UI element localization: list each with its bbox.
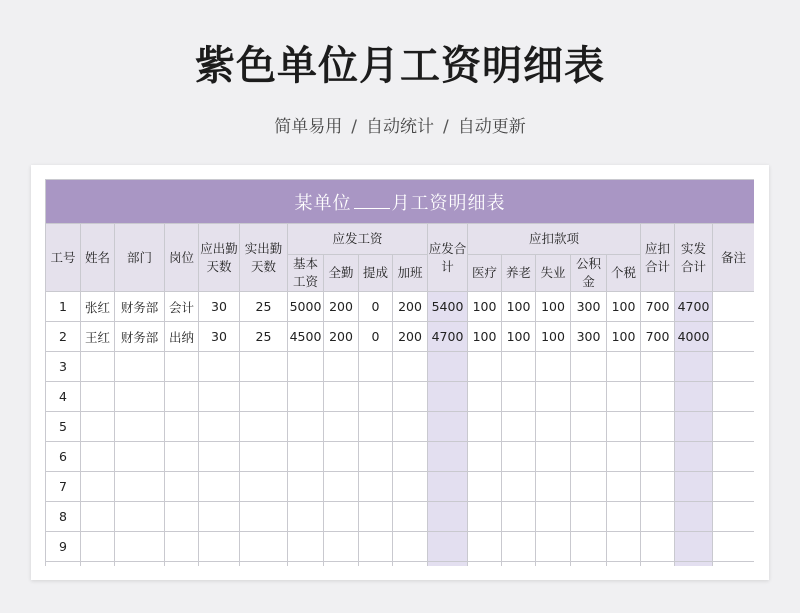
cell-pension[interactable]: 100: [502, 292, 536, 322]
cell-name[interactable]: 张红: [81, 292, 115, 322]
cell-base[interactable]: [288, 502, 324, 532]
cell-net-total[interactable]: [675, 532, 713, 562]
cell-base[interactable]: [288, 412, 324, 442]
cell-net-total[interactable]: [675, 382, 713, 412]
cell-position[interactable]: [165, 382, 199, 412]
cell-position[interactable]: [165, 442, 199, 472]
cell-commission[interactable]: [359, 502, 393, 532]
header-base: 基本工资: [288, 255, 324, 292]
cell-base[interactable]: [288, 352, 324, 382]
cell-remark[interactable]: [713, 352, 755, 382]
cell-net-total[interactable]: [675, 472, 713, 502]
cell-commission[interactable]: [359, 382, 393, 412]
table-row: [46, 412, 755, 442]
cell-income-tax[interactable]: [607, 412, 641, 442]
cell-actual-days[interactable]: [240, 412, 288, 442]
cell-base[interactable]: 4500: [288, 322, 324, 352]
cell-deduct-total[interactable]: [641, 562, 675, 566]
cell-id[interactable]: 1: [46, 292, 81, 322]
table-row: [46, 472, 755, 502]
cell-medical[interactable]: 100: [468, 322, 502, 352]
cell-commission[interactable]: 0: [359, 292, 393, 322]
header-gross-total: 应发合计: [428, 224, 468, 292]
cell-unemployment[interactable]: [536, 532, 571, 562]
cell-income-tax[interactable]: [607, 532, 641, 562]
cell-medical[interactable]: [468, 352, 502, 382]
cell-gross-total[interactable]: [428, 472, 468, 502]
cell-income-tax[interactable]: [607, 562, 641, 566]
cell-pension[interactable]: [502, 382, 536, 412]
cell-commission[interactable]: [359, 352, 393, 382]
cell-deduct-total[interactable]: [641, 412, 675, 442]
cell-unemployment[interactable]: [536, 562, 571, 566]
cell-commission[interactable]: [359, 562, 393, 566]
subtitle-item-auto-update: 自动更新: [457, 117, 526, 137]
header-overtime: 加班: [393, 255, 428, 292]
cell-unemployment[interactable]: [536, 502, 571, 532]
cell-unemployment[interactable]: 100: [536, 292, 571, 322]
header-position: 岗位: [165, 224, 199, 292]
cell-deduct-total[interactable]: [641, 382, 675, 412]
cell-pension[interactable]: [502, 532, 536, 562]
cell-remark[interactable]: [713, 502, 755, 532]
cell-full-attendance[interactable]: [324, 352, 359, 382]
cell-pension[interactable]: [502, 442, 536, 472]
header-income-tax: 个税: [607, 255, 641, 292]
cell-due-days[interactable]: [199, 352, 240, 382]
cell-deduct-total[interactable]: [641, 502, 675, 532]
cell-remark[interactable]: [713, 382, 755, 412]
cell-overtime[interactable]: [393, 442, 428, 472]
cell-actual-days[interactable]: [240, 442, 288, 472]
table-row: [46, 382, 755, 412]
cell-overtime[interactable]: [393, 352, 428, 382]
cell-gross-total[interactable]: [428, 412, 468, 442]
cell-due-days[interactable]: [199, 502, 240, 532]
table-row: [46, 442, 755, 472]
cell-dept[interactable]: [115, 562, 165, 566]
cell-actual-days[interactable]: [240, 352, 288, 382]
cell-name[interactable]: [81, 562, 115, 566]
cell-actual-days[interactable]: [240, 532, 288, 562]
header-pension: 养老: [502, 255, 536, 292]
cell-deduct-total[interactable]: 700: [641, 292, 675, 322]
cell-id[interactable]: 9: [46, 532, 81, 562]
subtitle-item-easy: 简单易用: [274, 117, 343, 137]
cell-remark[interactable]: [713, 322, 755, 352]
cell-gross-total[interactable]: [428, 532, 468, 562]
cell-unemployment[interactable]: 100: [536, 322, 571, 352]
cell-housing-fund[interactable]: [571, 412, 607, 442]
table-body: [46, 292, 755, 566]
cell-id[interactable]: [46, 562, 81, 566]
cell-medical[interactable]: [468, 562, 502, 566]
cell-pension[interactable]: [502, 562, 536, 566]
cell-overtime[interactable]: [393, 532, 428, 562]
cell-deduct-total[interactable]: [641, 532, 675, 562]
cell-position[interactable]: 会计: [165, 292, 199, 322]
cell-full-attendance[interactable]: 200: [324, 322, 359, 352]
cell-pension[interactable]: 100: [502, 322, 536, 352]
cell-gross-total[interactable]: [428, 502, 468, 532]
cell-position[interactable]: [165, 562, 199, 566]
cell-overtime[interactable]: [393, 502, 428, 532]
cell-due-days[interactable]: 30: [199, 322, 240, 352]
cell-net-total[interactable]: 4000: [675, 322, 713, 352]
cell-actual-days[interactable]: [240, 562, 288, 566]
spreadsheet-card: [31, 165, 769, 580]
header-commission: 提成: [359, 255, 393, 292]
cell-position[interactable]: [165, 352, 199, 382]
cell-name[interactable]: 王红: [81, 322, 115, 352]
cell-income-tax[interactable]: 100: [607, 322, 641, 352]
header-remark: 备注: [713, 224, 755, 292]
cell-remark[interactable]: [713, 442, 755, 472]
cell-dept[interactable]: [115, 502, 165, 532]
cell-position[interactable]: [165, 412, 199, 442]
cell-medical[interactable]: [468, 442, 502, 472]
cell-base[interactable]: [288, 472, 324, 502]
table-row: [46, 502, 755, 532]
subtitle-separator: /: [351, 117, 357, 137]
cell-name[interactable]: [81, 532, 115, 562]
cell-actual-days[interactable]: [240, 382, 288, 412]
cell-medical[interactable]: [468, 412, 502, 442]
cell-housing-fund[interactable]: 300: [571, 322, 607, 352]
cell-position[interactable]: [165, 532, 199, 562]
cell-medical[interactable]: 100: [468, 292, 502, 322]
header-due-days: 应出勤天数: [199, 224, 240, 292]
table-row: [46, 292, 755, 322]
cell-name[interactable]: [81, 382, 115, 412]
cell-full-attendance[interactable]: [324, 382, 359, 412]
cell-base[interactable]: [288, 532, 324, 562]
cell-name[interactable]: [81, 502, 115, 532]
cell-dept[interactable]: [115, 412, 165, 442]
cell-due-days[interactable]: [199, 472, 240, 502]
cell-dept[interactable]: 财务部: [115, 292, 165, 322]
cell-housing-fund[interactable]: [571, 532, 607, 562]
cell-name[interactable]: [81, 352, 115, 382]
cell-pension[interactable]: [502, 412, 536, 442]
cell-gross-total[interactable]: 5400: [428, 292, 468, 322]
cell-net-total[interactable]: [675, 412, 713, 442]
cell-id[interactable]: 7: [46, 472, 81, 502]
cell-medical[interactable]: [468, 472, 502, 502]
cell-deduct-total[interactable]: [641, 352, 675, 382]
cell-remark[interactable]: [713, 532, 755, 562]
cell-actual-days[interactable]: [240, 472, 288, 502]
cell-id[interactable]: 6: [46, 442, 81, 472]
header-name: 姓名: [81, 224, 115, 292]
cell-deduct-total[interactable]: [641, 472, 675, 502]
cell-full-attendance[interactable]: [324, 412, 359, 442]
cell-id[interactable]: 5: [46, 412, 81, 442]
subtitle-separator: /: [443, 117, 449, 137]
cell-pension[interactable]: [502, 502, 536, 532]
header-full-attendance: 全勤: [324, 255, 359, 292]
cell-name[interactable]: [81, 472, 115, 502]
cell-unemployment[interactable]: [536, 382, 571, 412]
cell-housing-fund[interactable]: [571, 442, 607, 472]
header-dept: 部门: [115, 224, 165, 292]
table-row: [46, 532, 755, 562]
cell-commission[interactable]: [359, 442, 393, 472]
cell-dept[interactable]: [115, 352, 165, 382]
cell-gross-total[interactable]: 4700: [428, 322, 468, 352]
cell-remark[interactable]: [713, 292, 755, 322]
cell-due-days[interactable]: [199, 532, 240, 562]
cell-overtime[interactable]: [393, 562, 428, 566]
table-row: [46, 352, 755, 382]
cell-due-days[interactable]: [199, 412, 240, 442]
cell-net-total[interactable]: 4700: [675, 292, 713, 322]
table-row: [46, 562, 755, 566]
cell-medical[interactable]: [468, 532, 502, 562]
cell-housing-fund[interactable]: [571, 352, 607, 382]
cell-overtime[interactable]: 200: [393, 292, 428, 322]
cell-medical[interactable]: [468, 502, 502, 532]
cell-deduct-total[interactable]: 700: [641, 322, 675, 352]
cell-gross-total[interactable]: [428, 562, 468, 566]
cell-base[interactable]: 5000: [288, 292, 324, 322]
cell-net-total[interactable]: [675, 562, 713, 566]
cell-id[interactable]: 2: [46, 322, 81, 352]
cell-housing-fund[interactable]: [571, 382, 607, 412]
cell-income-tax[interactable]: [607, 502, 641, 532]
cell-id[interactable]: 3: [46, 352, 81, 382]
header-housing-fund: 公积金: [571, 255, 607, 292]
header-deduct-total: 应扣合计: [641, 224, 675, 292]
cell-deduct-total[interactable]: [641, 442, 675, 472]
cell-housing-fund[interactable]: [571, 562, 607, 566]
cell-commission[interactable]: [359, 532, 393, 562]
cell-housing-fund[interactable]: [571, 502, 607, 532]
cell-actual-days[interactable]: 25: [240, 322, 288, 352]
cell-gross-total[interactable]: [428, 442, 468, 472]
header-medical: 医疗: [468, 255, 502, 292]
cell-due-days[interactable]: 30: [199, 292, 240, 322]
cell-pension[interactable]: [502, 352, 536, 382]
cell-id[interactable]: 8: [46, 502, 81, 532]
cell-overtime[interactable]: [393, 382, 428, 412]
cell-due-days[interactable]: [199, 382, 240, 412]
cell-housing-fund[interactable]: [571, 472, 607, 502]
cell-income-tax[interactable]: 100: [607, 292, 641, 322]
cell-overtime[interactable]: [393, 472, 428, 502]
cell-housing-fund[interactable]: 300: [571, 292, 607, 322]
cell-position[interactable]: [165, 502, 199, 532]
cell-actual-days[interactable]: 25: [240, 292, 288, 322]
cell-full-attendance[interactable]: [324, 472, 359, 502]
cell-net-total[interactable]: [675, 442, 713, 472]
cell-dept[interactable]: [115, 382, 165, 412]
cell-unemployment[interactable]: [536, 412, 571, 442]
cell-unemployment[interactable]: [536, 442, 571, 472]
subtitle-item-auto-stats: 自动统计: [366, 117, 434, 137]
cell-full-attendance[interactable]: 200: [324, 292, 359, 322]
cell-dept[interactable]: 财务部: [115, 322, 165, 352]
cell-unemployment[interactable]: [536, 352, 571, 382]
cell-base[interactable]: [288, 382, 324, 412]
cell-gross-total[interactable]: [428, 352, 468, 382]
cell-income-tax[interactable]: [607, 472, 641, 502]
cell-remark[interactable]: [713, 412, 755, 442]
cell-commission[interactable]: [359, 472, 393, 502]
cell-base[interactable]: [288, 442, 324, 472]
salary-sheet: [45, 179, 754, 566]
cell-income-tax[interactable]: [607, 352, 641, 382]
header-id: 工号: [46, 224, 81, 292]
cell-gross-total[interactable]: [428, 382, 468, 412]
header-net-total: 实发合计: [675, 224, 713, 292]
cell-overtime[interactable]: [393, 412, 428, 442]
sheet-title: [46, 180, 755, 224]
cell-net-total[interactable]: [675, 502, 713, 532]
cell-dept[interactable]: [115, 532, 165, 562]
cell-name[interactable]: [81, 442, 115, 472]
cell-id[interactable]: 4: [46, 382, 81, 412]
cell-full-attendance[interactable]: [324, 532, 359, 562]
page-title: 紫色单位月工资明细表: [195, 43, 605, 89]
cell-full-attendance[interactable]: [324, 562, 359, 566]
cell-unemployment[interactable]: [536, 472, 571, 502]
month-blank-line: [354, 194, 390, 209]
cell-position[interactable]: 出纳: [165, 322, 199, 352]
cell-actual-days[interactable]: [240, 502, 288, 532]
header-actual-days: 实出勤天数: [240, 224, 288, 292]
cell-due-days[interactable]: [199, 562, 240, 566]
subtitle: [0, 112, 800, 137]
cell-overtime[interactable]: 200: [393, 322, 428, 352]
cell-dept[interactable]: [115, 442, 165, 472]
sheet-title-prefix: 某单位: [294, 192, 352, 214]
cell-net-total[interactable]: [675, 352, 713, 382]
header-deduct-group: 应扣款项: [468, 224, 641, 255]
cell-full-attendance[interactable]: [324, 442, 359, 472]
cell-position[interactable]: [165, 472, 199, 502]
cell-name[interactable]: [81, 412, 115, 442]
cell-income-tax[interactable]: [607, 382, 641, 412]
table-row: [46, 322, 755, 352]
cell-pension[interactable]: [502, 472, 536, 502]
cell-due-days[interactable]: [199, 442, 240, 472]
cell-medical[interactable]: [468, 382, 502, 412]
header-unemployment: 失业: [536, 255, 571, 292]
cell-dept[interactable]: [115, 472, 165, 502]
cell-remark[interactable]: [713, 472, 755, 502]
cell-full-attendance[interactable]: [324, 502, 359, 532]
cell-commission[interactable]: [359, 412, 393, 442]
salary-table: [45, 179, 754, 566]
header-pay-group: 应发工资: [288, 224, 428, 255]
cell-income-tax[interactable]: [607, 442, 641, 472]
cell-commission[interactable]: 0: [359, 322, 393, 352]
cell-remark[interactable]: [713, 562, 755, 566]
cell-base[interactable]: [288, 562, 324, 566]
sheet-title-suffix: 月工资明细表: [391, 192, 506, 214]
